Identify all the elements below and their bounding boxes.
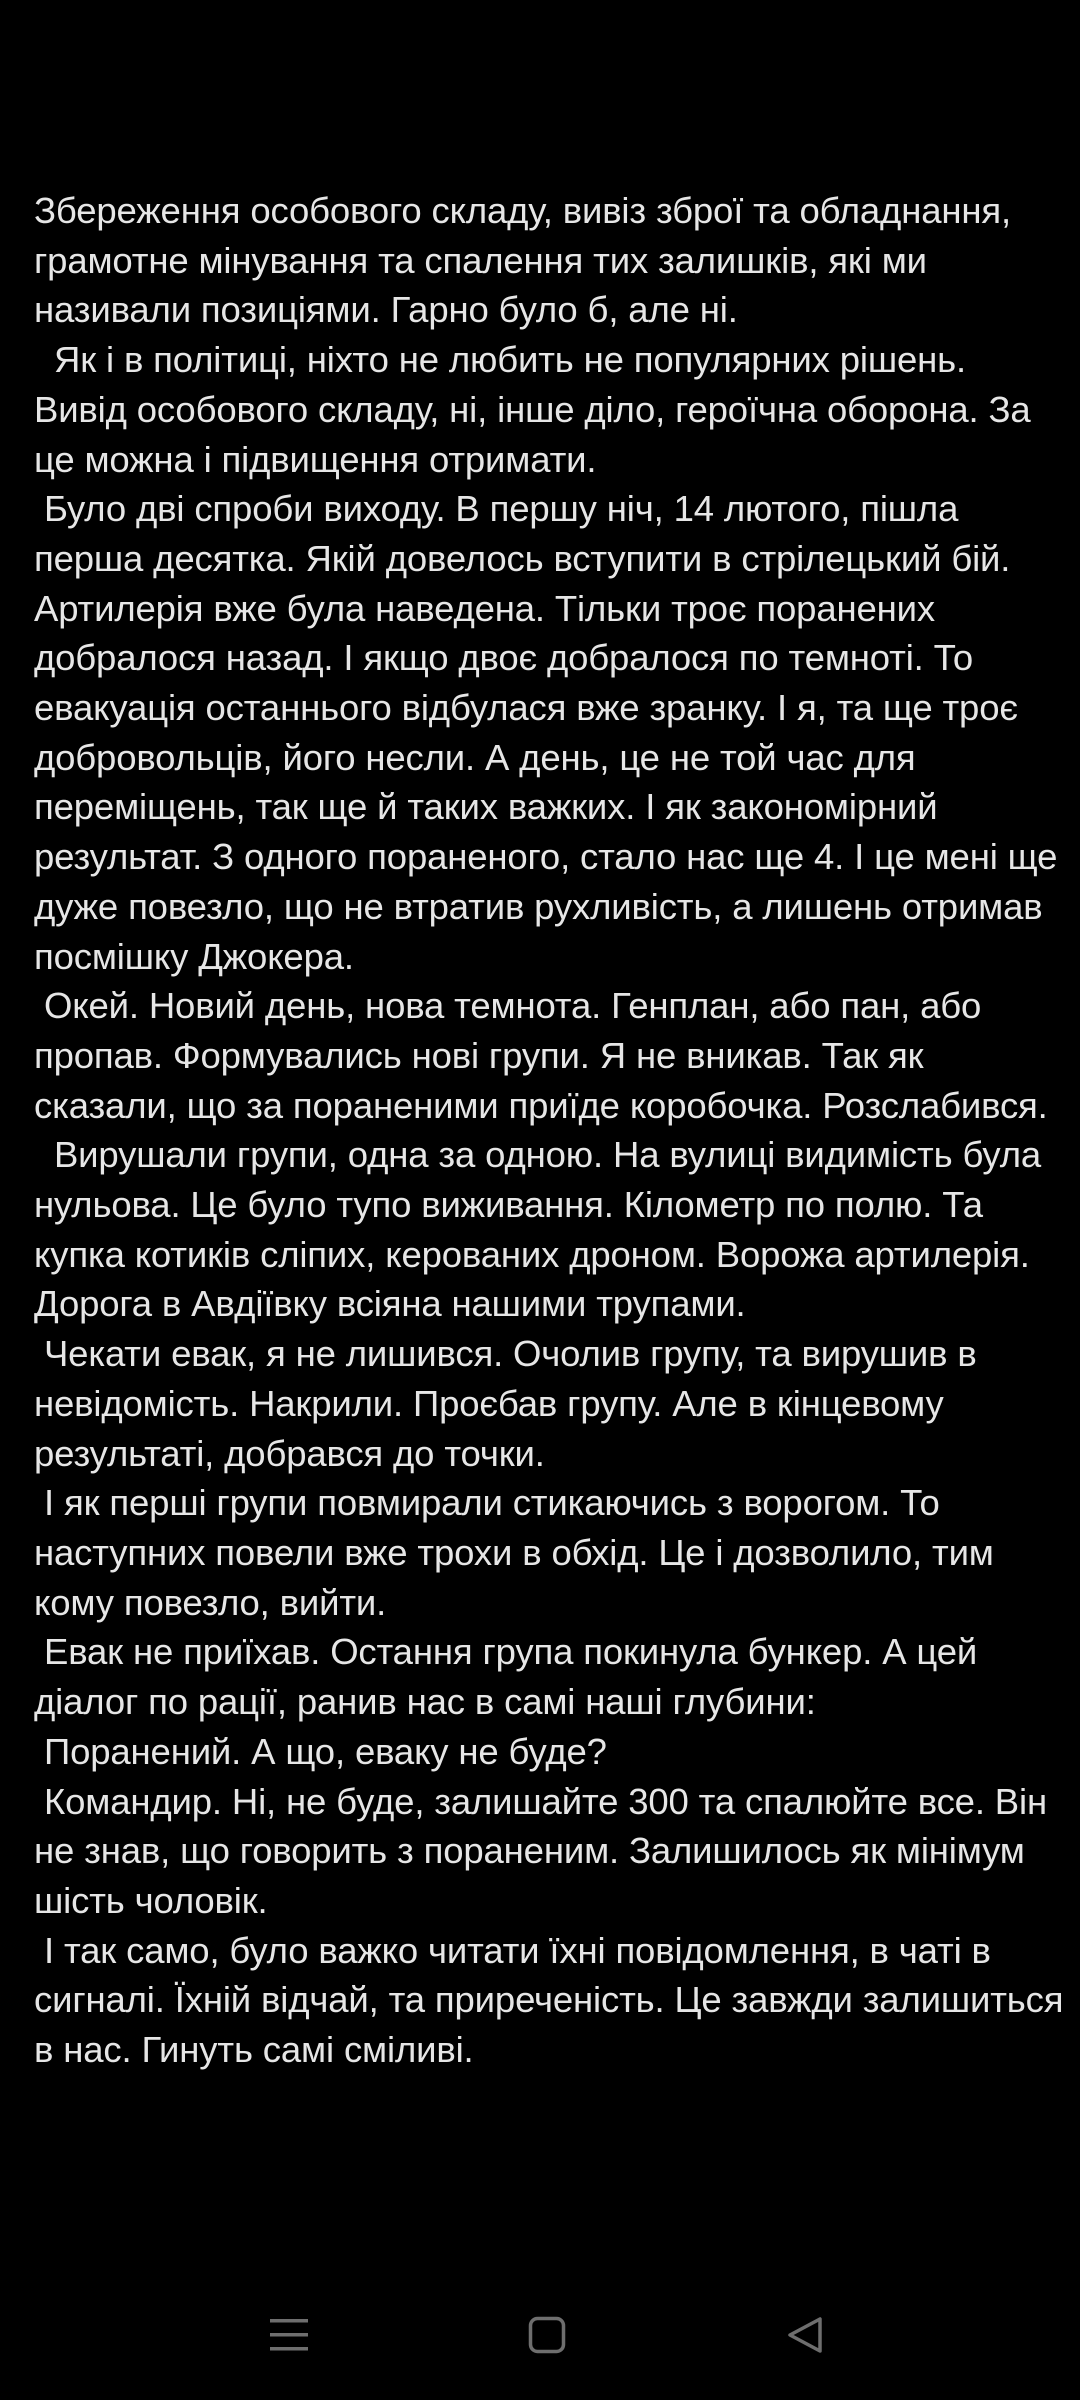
paragraph-8: Евак не приїхав. Остання група покинула бункер. А цей діалог по рації, ранив нас в самі наші глубини:: [34, 1631, 988, 1723]
home-nav-button[interactable]: [492, 2290, 602, 2380]
paragraph-5: Вирушали групи, одна за одною. На вулиці видимість була нульова. Це було тупо виживання. Кілометр по полю. Та купка котиків сліпих, керованих дроном. Ворожа артилерія. Дорога в Авдіївку всіяна нашими трупами.: [34, 1134, 1052, 1325]
paragraph-1: Збереження особового складу, вивіз зброї та обладнання, грамотне мінування та спалення тих залишків, які ми називали позиціями. Гарно було б, але ні.: [34, 190, 1021, 331]
system-navigation-bar: [0, 2290, 1080, 2380]
paragraph-2: Як і в політиці, ніхто не любить не популярних рішень. Вивід особового складу, ні, інше діло, героїчна оборона. За це можна і підвищення отримати.: [34, 339, 1041, 480]
home-square-icon: [528, 2316, 566, 2354]
paragraph-4: Окей. Новий день, нова темнота. Генплан, або пан, або пропав. Формувались нові групи. Я не вникав. Так як сказали, що за пораненими приїде коробочка. Розслабився.: [34, 985, 1048, 1126]
paragraph-11: І так само, було важко читати їхні повідомлення, в чаті в сигналі. Їхній відчай, та приреченість. Це завжди залишиться в нас. Гинуть самі сміливі.: [34, 1929, 1074, 2071]
back-nav-button[interactable]: [750, 2290, 860, 2380]
paragraph-9: Поранений. А що, еваку не буде?: [34, 1730, 607, 1772]
menu-nav-button[interactable]: [234, 2290, 344, 2380]
paragraph-3: Було дві спроби виходу. В першу ніч, 14 лютого, пішла перша десятка. Якій довелось вступити в стрілецький бій. Артилерія вже була наведена. Тільки троє поранених добралося назад. І якщо двоє добралося по темноті. То евакуація останнього відбулася вже зранку. І я, та ще троє добровольців, його несли. А день, це не той час для переміщень, так ще й таких важких. І як закономірний результат. З одного пораненого, стало нас ще 4. І це мені ще дуже повезло, що не втратив рухливість, а лишень отримав посмішку Джокера.: [34, 488, 1068, 977]
article-text: [34, 186, 1074, 2075]
paragraph-6: Чекати евак, я не лишився. Очолив групу, та вирушив в невідомість. Накрили. Проєбав групу. Але в кінцевому результаті, добрався до точки.: [34, 1333, 987, 1474]
paragraph-10: Командир. Ні, не буде, залишайте 300 та спалюйте все. Він не знав, що говорить з пораненим. Залишилось як мінімум шість чоловік.: [34, 1780, 1057, 1921]
menu-lines-icon: [269, 2317, 309, 2353]
paragraph-7: І як перші групи повмирали стикаючись з ворогом. То наступних повели вже трохи в обхід. Це і дозволило, тим кому повезло, вийти.: [34, 1482, 1004, 1623]
back-triangle-icon: [786, 2316, 824, 2354]
